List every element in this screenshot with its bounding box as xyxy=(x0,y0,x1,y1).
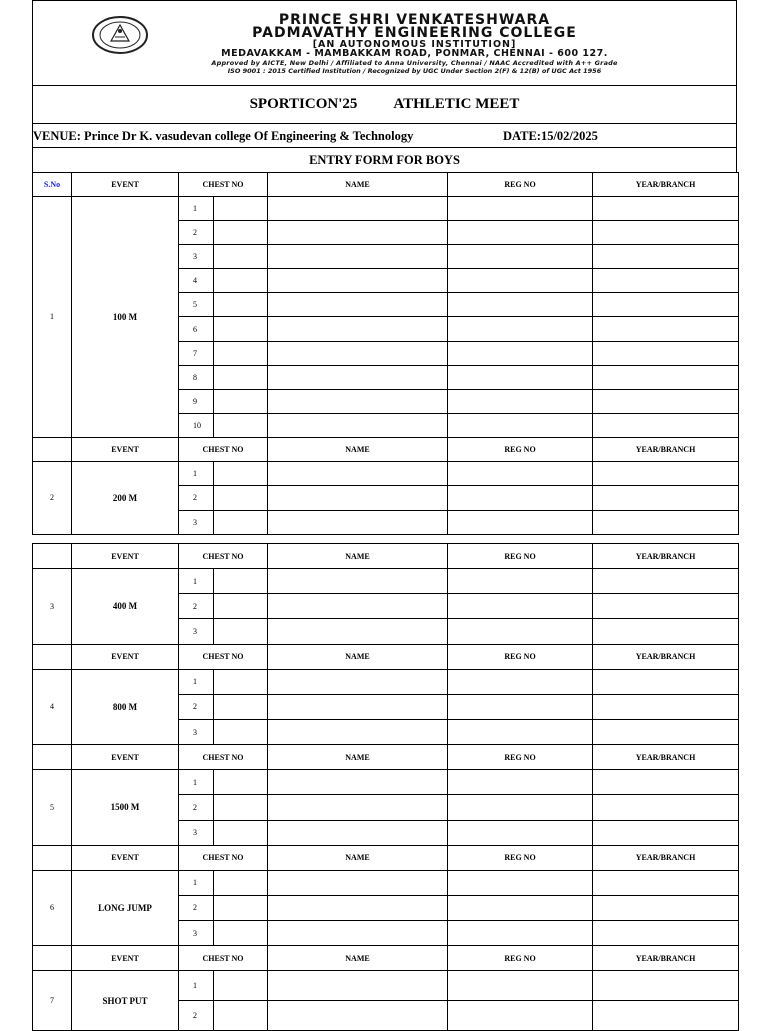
reg-no-field[interactable] xyxy=(448,1001,593,1031)
event-name-cell: 200 M xyxy=(72,461,179,534)
iso-line: ISO 9001 : 2015 Certified Institution / Recognized by UGC Under Section 2(F) & 12(B) of UGC Act 1956 xyxy=(227,67,602,75)
chest-no-header: CHEST NO xyxy=(179,845,268,870)
chest-no-header: CHEST NO xyxy=(179,544,268,569)
year-branch-field[interactable] xyxy=(593,921,739,946)
event-name-cell: SHOT PUT xyxy=(72,971,179,1031)
sno-cell: 2 xyxy=(33,461,72,534)
year-branch-field[interactable] xyxy=(593,269,739,293)
row-number: 5 xyxy=(179,293,214,317)
year-branch-field[interactable] xyxy=(593,569,739,594)
event-name-cell: 1500 M xyxy=(72,770,179,846)
chest-no-field[interactable] xyxy=(214,461,268,485)
year-branch-field[interactable] xyxy=(593,895,739,920)
venue-text: VENUE: Prince Dr K. vasudevan college Of Engineering & Technology xyxy=(33,129,414,143)
name-field[interactable] xyxy=(268,895,448,920)
reg-no-field[interactable] xyxy=(448,365,593,389)
chest-no-field[interactable] xyxy=(214,269,268,293)
chest-no-field[interactable] xyxy=(214,197,268,221)
sno-cell: 3 xyxy=(33,569,72,645)
name-field[interactable] xyxy=(268,569,448,594)
chest-no-field[interactable] xyxy=(214,870,268,895)
reg-no-field[interactable] xyxy=(448,389,593,413)
reg-no-field[interactable] xyxy=(448,221,593,245)
name-field[interactable] xyxy=(268,197,448,221)
event-header: EVENT xyxy=(72,544,179,569)
table-row xyxy=(33,770,739,795)
reg-no-field[interactable] xyxy=(448,413,593,437)
approvals-line: Approved by AICTE, New Delhi / Affiliated to Anna University, Chennai / NAAC Accredited with A++ Grade xyxy=(211,59,618,67)
name-field[interactable] xyxy=(268,619,448,644)
sno-cell: 4 xyxy=(33,669,72,745)
name-header: NAME xyxy=(268,845,448,870)
chest-no-field[interactable] xyxy=(214,365,268,389)
reg-no-field[interactable] xyxy=(448,197,593,221)
table-row xyxy=(33,461,739,485)
chest-no-field[interactable] xyxy=(214,971,268,1001)
year-branch-field[interactable] xyxy=(593,365,739,389)
row-number: 1 xyxy=(179,461,214,485)
college-header xyxy=(32,0,737,86)
name-field[interactable] xyxy=(268,461,448,485)
year-branch-field[interactable] xyxy=(593,795,739,820)
row-number: 1 xyxy=(179,197,214,221)
reg-no-field[interactable] xyxy=(448,293,593,317)
event-header: EVENT xyxy=(72,173,179,197)
year-branch-field[interactable] xyxy=(593,870,739,895)
reg-no-header: REG NO xyxy=(448,845,593,870)
reg-no-header: REG NO xyxy=(448,544,593,569)
event-header: EVENT xyxy=(72,745,179,770)
name-field[interactable] xyxy=(268,594,448,619)
row-number: 2 xyxy=(179,694,214,719)
sno-cell: 5 xyxy=(33,770,72,846)
event-header: EVENT xyxy=(72,845,179,870)
row-number: 2 xyxy=(179,486,214,510)
form-title: ENTRY FORM FOR BOYS xyxy=(32,148,737,173)
meet-name: ATHLETIC MEET xyxy=(393,96,520,112)
reg-no-field[interactable] xyxy=(448,594,593,619)
name-field[interactable] xyxy=(268,669,448,694)
row-number: 8 xyxy=(179,365,214,389)
chest-no-header: CHEST NO xyxy=(179,437,268,461)
row-number: 2 xyxy=(179,1001,214,1031)
event-name: SPORTICON'25 xyxy=(249,96,358,112)
year-branch-field[interactable] xyxy=(593,413,739,437)
year-branch-field[interactable] xyxy=(593,317,739,341)
name-field[interactable] xyxy=(268,293,448,317)
reg-no-field[interactable] xyxy=(448,569,593,594)
year-branch-field[interactable] xyxy=(593,197,739,221)
chest-no-field[interactable] xyxy=(214,770,268,795)
table-row xyxy=(33,870,739,895)
reg-no-field[interactable] xyxy=(448,510,593,534)
row-number: 6 xyxy=(179,317,214,341)
row-number: 3 xyxy=(179,719,214,744)
chest-no-field[interactable] xyxy=(214,619,268,644)
year-branch-field[interactable] xyxy=(593,221,739,245)
chest-no-field[interactable] xyxy=(214,486,268,510)
table-header-row xyxy=(33,437,739,461)
chest-no-header: CHEST NO xyxy=(179,644,268,669)
name-field[interactable] xyxy=(268,820,448,845)
name-field[interactable] xyxy=(268,413,448,437)
name-field[interactable] xyxy=(268,921,448,946)
reg-no-field[interactable] xyxy=(448,245,593,269)
reg-no-field[interactable] xyxy=(448,669,593,694)
row-number: 1 xyxy=(179,569,214,594)
chest-no-field[interactable] xyxy=(214,293,268,317)
row-number: 10 xyxy=(179,413,214,437)
chest-no-field[interactable] xyxy=(214,245,268,269)
event-header: EVENT xyxy=(72,437,179,461)
reg-no-field[interactable] xyxy=(448,486,593,510)
reg-no-field[interactable] xyxy=(448,694,593,719)
name-header: NAME xyxy=(268,437,448,461)
year-branch-header: YEAR/BRANCH xyxy=(593,946,739,971)
year-branch-field[interactable] xyxy=(593,341,739,365)
year-branch-field[interactable] xyxy=(593,245,739,269)
event-name-cell: 100 M xyxy=(72,197,179,438)
year-branch-field[interactable] xyxy=(593,1001,739,1031)
name-header: NAME xyxy=(268,173,448,197)
chest-no-header: CHEST NO xyxy=(179,946,268,971)
name-header: NAME xyxy=(268,644,448,669)
reg-no-field[interactable] xyxy=(448,619,593,644)
name-field[interactable] xyxy=(268,245,448,269)
row-number: 2 xyxy=(179,795,214,820)
year-branch-header: YEAR/BRANCH xyxy=(593,644,739,669)
reg-no-header: REG NO xyxy=(448,644,593,669)
year-branch-header: YEAR/BRANCH xyxy=(593,437,739,461)
venue-row xyxy=(32,124,737,148)
year-branch-field[interactable] xyxy=(593,293,739,317)
chest-no-field[interactable] xyxy=(214,820,268,845)
table-header-row xyxy=(33,745,739,770)
meet-title xyxy=(32,86,737,124)
row-number: 4 xyxy=(179,269,214,293)
reg-no-field[interactable] xyxy=(448,795,593,820)
sno-cell: 6 xyxy=(33,870,72,946)
name-field[interactable] xyxy=(268,770,448,795)
chest-no-field[interactable] xyxy=(214,317,268,341)
row-number: 3 xyxy=(179,245,214,269)
reg-no-header: REG NO xyxy=(448,946,593,971)
autonomous-label: [AN AUTONOMOUS INSTITUTION] xyxy=(312,39,517,50)
college-address: MEDAVAKKAM - MAMBAKKAM ROAD, PONMAR, CHENNAI - 600 127. xyxy=(221,48,608,59)
chest-no-field[interactable] xyxy=(214,1001,268,1031)
row-number: 3 xyxy=(179,820,214,845)
name-field[interactable] xyxy=(268,870,448,895)
table-row xyxy=(33,197,739,221)
name-header: NAME xyxy=(268,946,448,971)
reg-no-header: REG NO xyxy=(448,437,593,461)
year-branch-field[interactable] xyxy=(593,669,739,694)
event-name-cell: 800 M xyxy=(72,669,179,745)
date-text: DATE:15/02/2025 xyxy=(503,129,598,143)
sno-header-empty xyxy=(33,644,72,669)
table-row xyxy=(33,669,739,694)
row-number: 9 xyxy=(179,389,214,413)
entry-table xyxy=(32,172,739,535)
chest-no-header: CHEST NO xyxy=(179,173,268,197)
row-number: 3 xyxy=(179,619,214,644)
year-branch-header: YEAR/BRANCH xyxy=(593,845,739,870)
year-branch-field[interactable] xyxy=(593,486,739,510)
reg-no-field[interactable] xyxy=(448,971,593,1001)
year-branch-header: YEAR/BRANCH xyxy=(593,544,739,569)
row-number: 7 xyxy=(179,341,214,365)
reg-no-field[interactable] xyxy=(448,269,593,293)
entry-table xyxy=(32,543,739,1031)
name-field[interactable] xyxy=(268,694,448,719)
sno-header-empty xyxy=(33,946,72,971)
row-number: 2 xyxy=(179,594,214,619)
name-field[interactable] xyxy=(268,365,448,389)
chest-no-field[interactable] xyxy=(214,413,268,437)
reg-no-field[interactable] xyxy=(448,921,593,946)
name-field[interactable] xyxy=(268,971,448,1001)
name-field[interactable] xyxy=(268,341,448,365)
table-row xyxy=(33,971,739,1001)
name-field[interactable] xyxy=(268,510,448,534)
name-field[interactable] xyxy=(268,221,448,245)
row-number: 2 xyxy=(179,221,214,245)
entry-table-part1 xyxy=(32,172,739,535)
entry-table-part2 xyxy=(32,543,739,1031)
event-header: EVENT xyxy=(72,644,179,669)
reg-no-field[interactable] xyxy=(448,870,593,895)
table-header-row xyxy=(33,544,739,569)
row-number: 1 xyxy=(179,669,214,694)
name-field[interactable] xyxy=(268,1001,448,1031)
chest-no-field[interactable] xyxy=(214,510,268,534)
sno-cell: 1 xyxy=(33,197,72,438)
year-branch-field[interactable] xyxy=(593,694,739,719)
year-branch-field[interactable] xyxy=(593,510,739,534)
table-header-row xyxy=(33,845,739,870)
table-header-row xyxy=(33,644,739,669)
event-name-cell: LONG JUMP xyxy=(72,870,179,946)
row-number: 3 xyxy=(179,921,214,946)
year-branch-header: YEAR/BRANCH xyxy=(593,173,739,197)
entry-form-page xyxy=(32,0,737,173)
year-branch-field[interactable] xyxy=(593,461,739,485)
row-number: 3 xyxy=(179,510,214,534)
chest-no-field[interactable] xyxy=(214,921,268,946)
event-name-cell: 400 M xyxy=(72,569,179,645)
sno-cell: 7 xyxy=(33,971,72,1031)
reg-no-field[interactable] xyxy=(448,317,593,341)
year-branch-field[interactable] xyxy=(593,594,739,619)
name-header: NAME xyxy=(268,544,448,569)
name-field[interactable] xyxy=(268,317,448,341)
college-name-line1: PRINCE SHRI VENKATESHWARA xyxy=(278,12,551,28)
reg-no-field[interactable] xyxy=(448,770,593,795)
year-branch-field[interactable] xyxy=(593,971,739,1001)
sno-header-empty xyxy=(33,745,72,770)
chest-no-field[interactable] xyxy=(214,669,268,694)
row-number: 1 xyxy=(179,971,214,1001)
year-branch-field[interactable] xyxy=(593,619,739,644)
row-number: 1 xyxy=(179,770,214,795)
year-branch-field[interactable] xyxy=(593,719,739,744)
reg-no-field[interactable] xyxy=(448,341,593,365)
chest-no-field[interactable] xyxy=(214,221,268,245)
name-field[interactable] xyxy=(268,269,448,293)
year-branch-field[interactable] xyxy=(593,770,739,795)
name-field[interactable] xyxy=(268,719,448,744)
chest-no-field[interactable] xyxy=(214,895,268,920)
event-header: EVENT xyxy=(72,946,179,971)
row-number: 2 xyxy=(179,895,214,920)
reg-no-field[interactable] xyxy=(448,820,593,845)
reg-no-field[interactable] xyxy=(448,461,593,485)
chest-no-header: CHEST NO xyxy=(179,745,268,770)
name-field[interactable] xyxy=(268,389,448,413)
sno-header-empty xyxy=(33,437,72,461)
table-header-row xyxy=(33,946,739,971)
sno-header-empty xyxy=(33,845,72,870)
reg-no-header: REG NO xyxy=(448,173,593,197)
college-logo-icon xyxy=(91,15,149,55)
reg-no-header: REG NO xyxy=(448,745,593,770)
chest-no-field[interactable] xyxy=(214,694,268,719)
chest-no-field[interactable] xyxy=(214,719,268,744)
reg-no-field[interactable] xyxy=(448,895,593,920)
chest-no-field[interactable] xyxy=(214,594,268,619)
chest-no-field[interactable] xyxy=(214,389,268,413)
name-field[interactable] xyxy=(268,486,448,510)
table-header-row xyxy=(33,173,739,197)
sno-header: S.No xyxy=(33,173,72,197)
reg-no-field[interactable] xyxy=(448,719,593,744)
name-header: NAME xyxy=(268,745,448,770)
college-name-line2: PADMAVATHY ENGINEERING COLLEGE xyxy=(252,25,577,41)
year-branch-header: YEAR/BRANCH xyxy=(593,745,739,770)
sno-header-empty xyxy=(33,544,72,569)
row-number: 1 xyxy=(179,870,214,895)
year-branch-field[interactable] xyxy=(593,820,739,845)
year-branch-field[interactable] xyxy=(593,389,739,413)
chest-no-field[interactable] xyxy=(214,341,268,365)
name-field[interactable] xyxy=(268,795,448,820)
table-row xyxy=(33,569,739,594)
chest-no-field[interactable] xyxy=(214,795,268,820)
chest-no-field[interactable] xyxy=(214,569,268,594)
